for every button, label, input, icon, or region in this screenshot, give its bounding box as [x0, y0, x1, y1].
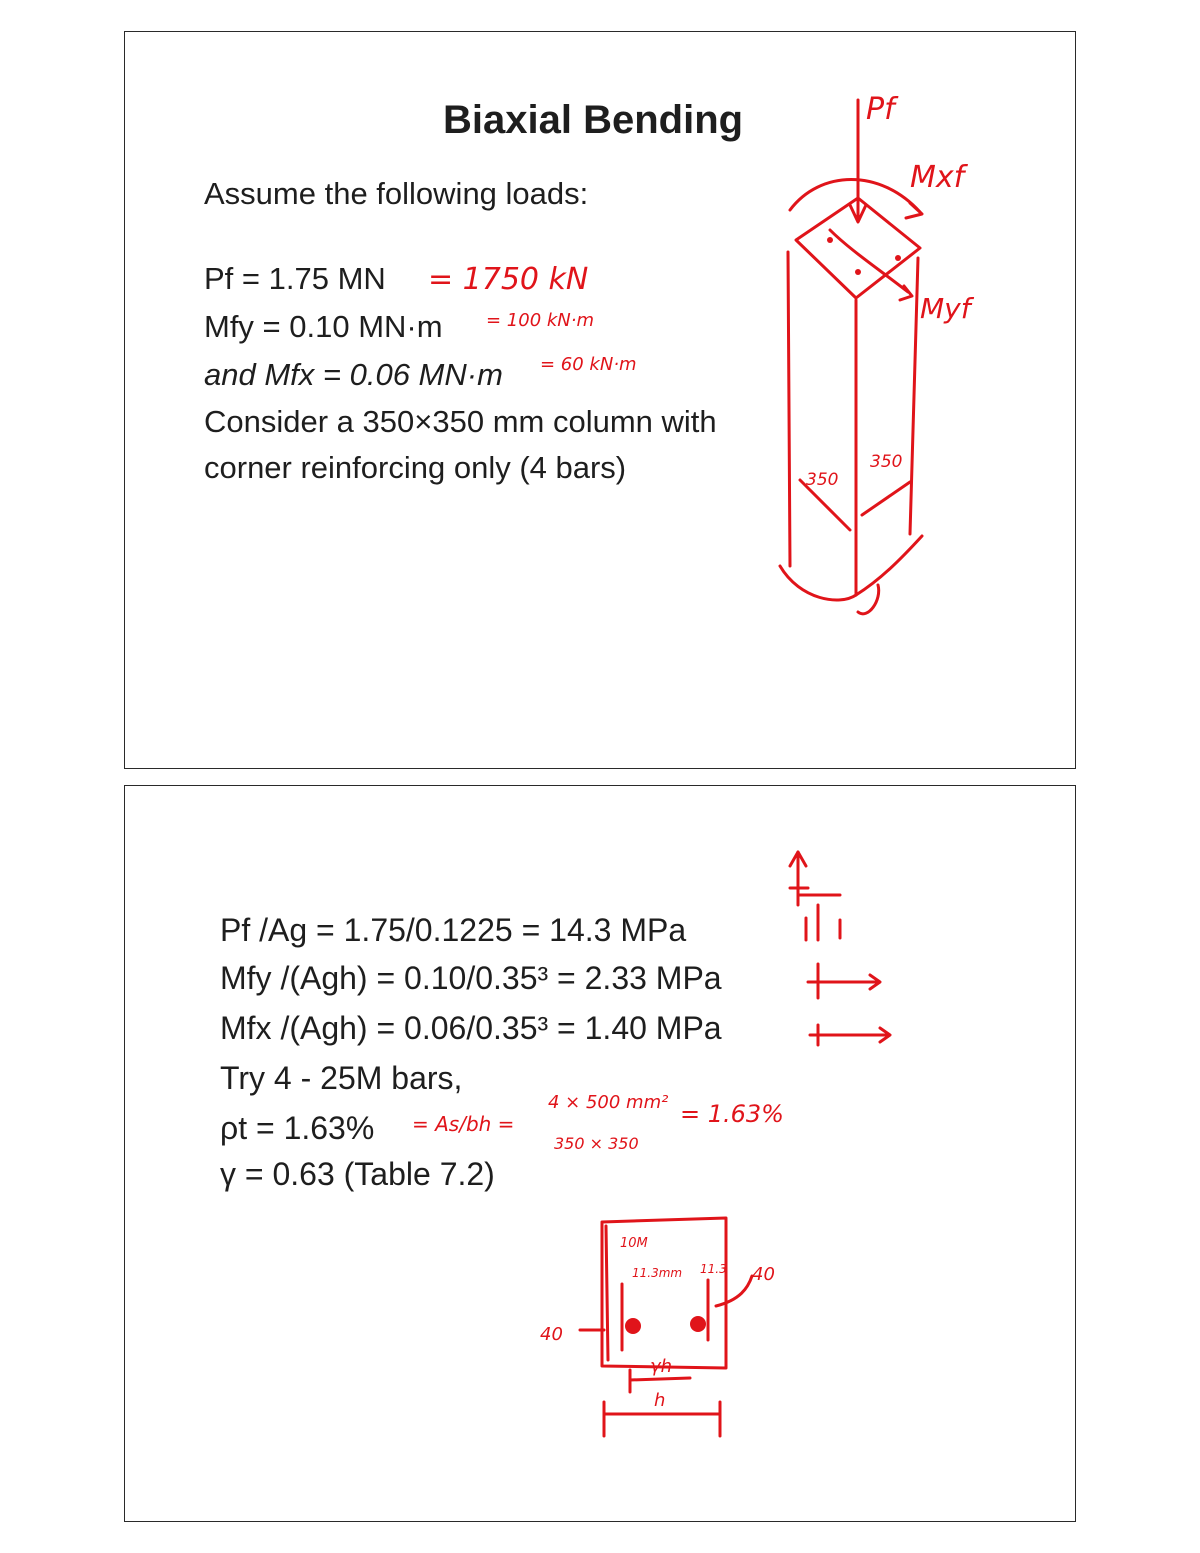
result-annotation: = 1.63% — [680, 1100, 784, 1128]
rho-text: ρt = 1.63% — [220, 1110, 375, 1146]
mfy-kn-annotation: = 100 kN·m — [486, 310, 595, 331]
column-description: Consider a 350×350 mm column with — [204, 404, 717, 439]
cover-left-label: 40 — [540, 1324, 563, 1345]
label-pf: Pf — [866, 92, 895, 127]
mfy-calc: Mfy /(Agh) = 0.10/0.35³ = 2.33 MPa — [220, 960, 722, 996]
try-bars-text: Try 4 - 25M bars, — [220, 1060, 463, 1096]
ratio-annotation: = As/bh = — [412, 1112, 515, 1136]
gamma-h-label: γh — [650, 1356, 673, 1377]
calc-denominator: 350 × 350 — [554, 1134, 639, 1153]
cover-right-label: 40 — [752, 1264, 775, 1285]
tie-dim-label: 11.3mm — [632, 1266, 683, 1280]
calc-numerator: 4 × 500 mm² — [548, 1092, 669, 1113]
reinforcing-description: corner reinforcing only (4 bars) — [204, 450, 627, 485]
pf-load: Pf = 1.75 MN — [204, 261, 386, 296]
slide-1-title: Biaxial Bending — [443, 98, 744, 142]
tie-dim2-label: 11.3 — [700, 1262, 727, 1276]
pf-ag-calc: Pf /Ag = 1.75/0.1225 = 14.3 MPa — [220, 912, 687, 948]
pf-kn-annotation: = 1750 kN — [428, 262, 589, 297]
label-mxf: Mxf — [910, 160, 965, 195]
tie-label: 10M — [620, 1236, 648, 1251]
assume-loads-text: Assume the following loads: — [204, 176, 589, 211]
mfx-load: and Mfx = 0.06 MN·m — [204, 357, 503, 392]
label-myf: Myf — [920, 292, 971, 325]
mfx-calc: Mfx /(Agh) = 0.06/0.35³ = 1.40 MPa — [220, 1010, 722, 1046]
mfy-load: Mfy = 0.10 MN·m — [204, 309, 443, 344]
dim-left-350: 350 — [806, 470, 839, 490]
h-label: h — [654, 1390, 666, 1411]
gamma-text: γ = 0.63 (Table 7.2) — [220, 1156, 495, 1192]
dim-right-350: 350 — [870, 452, 903, 472]
mfx-kn-annotation: = 60 kN·m — [540, 354, 637, 375]
